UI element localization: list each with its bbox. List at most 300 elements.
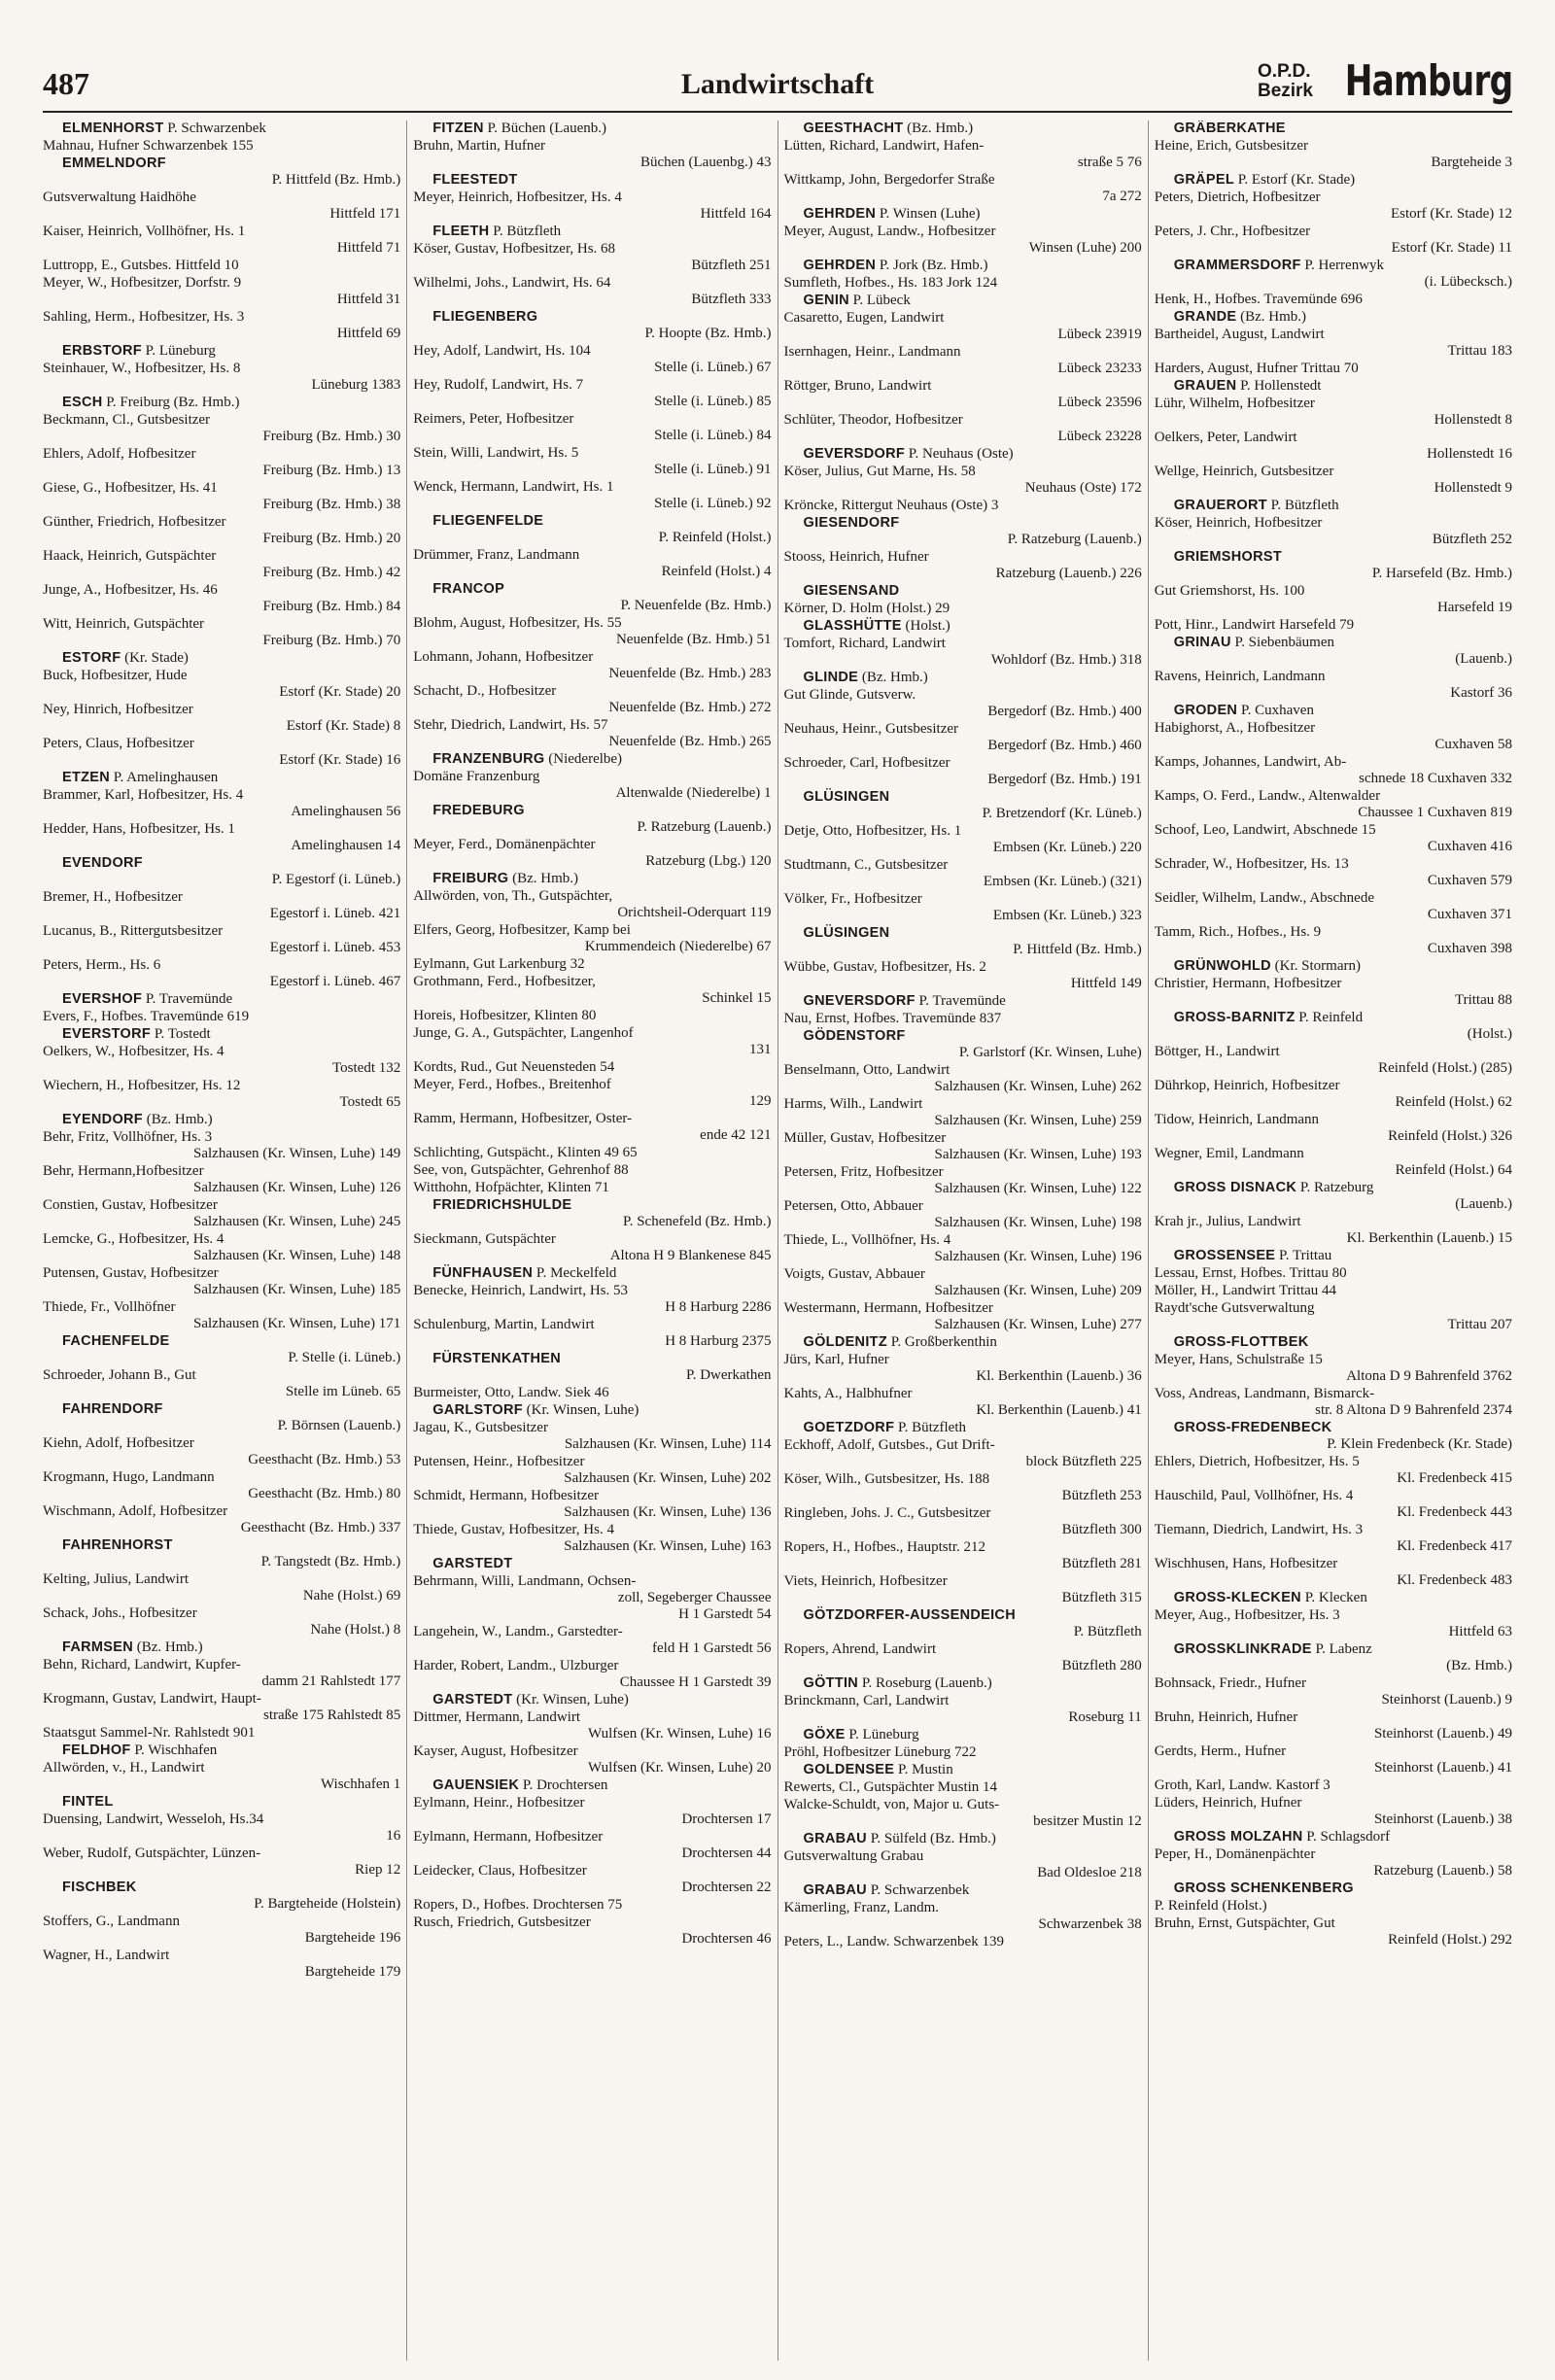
post-office: P. Großberkenthin: [886, 1334, 997, 1350]
entry-detail: P. Bretzendorf (Kr. Lüneb.): [982, 806, 1142, 821]
directory-entry: [43, 190, 400, 223]
directory-entry: [43, 957, 400, 990]
locality-heading: [413, 309, 771, 342]
entry-name: Bremer, H., Hofbesitzer: [43, 889, 183, 905]
entry-name: Duensing, Landwirt, Wesseloh, Hs.34: [43, 1811, 264, 1827]
entry-name: Hey, Rudolf, Landwirt, Hs. 7: [413, 377, 584, 393]
entry-name: Schulenburg, Martin, Landwirt: [413, 1317, 595, 1332]
entry-detail: P. Reinfeld (Holst.): [658, 530, 772, 545]
entry-name: Köser, Julius, Gut Marne, Hs. 58: [783, 464, 976, 479]
entry-name: Harms, Wilh., Landwirt: [783, 1096, 923, 1112]
directory-entry: [413, 1522, 771, 1555]
directory-entry: [43, 258, 400, 274]
entry-detail: Wulfsen (Kr. Winsen, Luhe) 20: [588, 1760, 772, 1776]
entry-detail: Neuenfelde (Bz. Hmb.) 51: [615, 632, 772, 647]
entry-name: Eylmann, Gut Larkenburg 32: [413, 956, 585, 972]
locality-heading: [1155, 549, 1512, 582]
post-office: P. Estorf (Kr. Stade): [1233, 172, 1356, 188]
entry-name: Steinhauer, W., Hofbesitzer, Hs. 8: [43, 361, 241, 376]
entry-detail: Kl. Fredenbeck 415: [1397, 1470, 1512, 1486]
locality-heading: [784, 993, 1142, 1010]
locality-title: GRÜNWOHLD: [1173, 958, 1271, 974]
entry-detail: block Bützfleth 225: [1025, 1454, 1142, 1469]
locality-name: [1155, 958, 1512, 975]
entry-name: Ropers, H., Hofbes., Hauptstr. 212: [783, 1539, 985, 1555]
post-office: P. Neuhaus (Oste): [905, 446, 1014, 462]
locality-title: EVERSHOF: [62, 991, 143, 1007]
directory-entry: [413, 1077, 771, 1110]
directory-entry: [1155, 1777, 1512, 1794]
directory-entry: [1155, 1488, 1512, 1521]
entry-name: Burmeister, Otto, Landw. Siek 46: [413, 1385, 609, 1400]
entry-detail: Estorf (Kr. Stade) 20: [279, 684, 401, 700]
entry-detail: Salzhausen (Kr. Winsen, Luhe) 196: [934, 1249, 1142, 1264]
locality-name: [43, 650, 400, 667]
directory-entry: [413, 1145, 771, 1161]
locality-name: [43, 155, 400, 172]
locality-title: ESCH: [62, 395, 103, 410]
locality-name: [1155, 703, 1512, 719]
locality-name: [784, 1727, 1142, 1743]
entry-detail: Amelinghausen 14: [291, 838, 401, 853]
locality-heading: [43, 1742, 400, 1759]
entry-detail: Stelle (i. Lüneb.) 92: [654, 496, 772, 511]
directory-entry: [784, 549, 1142, 582]
directory-entry: [1155, 1743, 1512, 1776]
post-office: P. Lübeck: [848, 293, 911, 308]
entry-detail: Estorf (Kr. Stade) 11: [1391, 240, 1512, 256]
locality-heading: [413, 1265, 771, 1282]
locality-name: [784, 258, 1142, 274]
locality-heading: [1155, 1829, 1512, 1845]
entry-detail: Geesthacht (Bz. Hmb.) 53: [248, 1452, 401, 1467]
locality-name: [413, 224, 771, 240]
locality-heading: [784, 789, 1142, 822]
directory-entry: [1155, 361, 1512, 377]
entry-detail: 131: [749, 1042, 772, 1057]
locality-heading: [43, 343, 400, 360]
locality-name: [413, 172, 771, 189]
entry-name: Kahts, A., Halbhufner: [783, 1386, 913, 1401]
directory-entry: [784, 138, 1142, 171]
bezirk-label: Bezirk: [1257, 81, 1313, 101]
post-office: (Niederelbe): [544, 751, 623, 767]
entry-name: Wegner, Emil, Landmann: [1154, 1146, 1304, 1161]
entry-detail: Amelinghausen 56: [291, 804, 401, 819]
entry-name: Kordts, Rud., Gut Neuensteden 54: [413, 1059, 615, 1075]
directory-entry: [784, 224, 1142, 257]
directory-entry: [413, 1025, 771, 1058]
entry-detail: Lübeck 23228: [1057, 429, 1142, 444]
directory-entry: [784, 1744, 1142, 1761]
entry-name: Hauschild, Paul, Vollhöfner, Hs. 4: [1154, 1488, 1354, 1503]
entry-detail: Reinfeld (Holst.) 326: [1388, 1128, 1512, 1144]
directory-entry: [413, 769, 771, 802]
entry-name: Lohmann, Johann, Hofbesitzer: [413, 649, 594, 665]
directory-entry: [43, 821, 400, 854]
locality-heading: [784, 1607, 1142, 1640]
locality-name: [413, 309, 771, 326]
locality-name: [784, 1675, 1142, 1692]
locality-heading: [43, 855, 400, 888]
directory-entry: [1155, 1078, 1512, 1111]
entry-name: Kelting, Julius, Landwirt: [43, 1571, 189, 1587]
locality-title: GÖLDENITZ: [803, 1334, 887, 1350]
entry-detail: P. Neuenfelde (Bz. Hmb.): [620, 598, 772, 613]
entry-detail: Geesthacht (Bz. Hmb.) 337: [240, 1520, 401, 1535]
locality-heading: [784, 446, 1142, 463]
directory-entry: [1155, 1265, 1512, 1282]
entry-detail: Salzhausen (Kr. Winsen, Luhe) 122: [934, 1181, 1142, 1196]
locality-title: ELMENHORST: [62, 121, 164, 136]
directory-entry: [43, 138, 400, 155]
locality-name: [1155, 1829, 1512, 1845]
locality-title: FRANZENBURG: [432, 751, 545, 767]
directory-entry: [1155, 515, 1512, 548]
locality-name: [1155, 1641, 1512, 1658]
entry-detail: Salzhausen (Kr. Winsen, Luhe) 198: [934, 1215, 1142, 1230]
locality-heading: [784, 670, 1142, 686]
directory-entry: [413, 974, 771, 1007]
entry-name: Schrader, W., Hofbesitzer, Hs. 13: [1154, 856, 1349, 872]
entry-detail: Wischhafen 1: [320, 1776, 401, 1792]
entry-detail: Egestorf i. Lüneb. 421: [269, 906, 401, 921]
entry-detail: Neuenfelde (Bz. Hmb.) 265: [608, 734, 772, 749]
entry-detail: Wohldorf (Bz. Hmb.) 318: [990, 652, 1142, 668]
directory-entry: [413, 1162, 771, 1179]
directory-entry: [43, 1078, 400, 1111]
locality-heading: [413, 751, 771, 768]
locality-title: ERBSTORF: [62, 343, 142, 359]
directory-entry: [784, 1300, 1142, 1333]
locality-heading: [413, 1197, 771, 1230]
directory-entry: [43, 514, 400, 547]
locality-name: [1155, 378, 1512, 395]
locality-heading: [413, 803, 771, 836]
entry-detail: Egestorf i. Lüneb. 453: [269, 940, 401, 955]
locality-name: [43, 855, 400, 872]
entry-detail: Hittfeld 171: [329, 206, 401, 222]
entry-detail: Tostedt 132: [332, 1060, 401, 1076]
entry-detail: H 8 Harburg 2286: [665, 1299, 772, 1315]
locality-name: [1155, 1180, 1512, 1196]
column-2: [407, 121, 778, 2361]
entry-detail: P. Bargteheide (Holstein): [254, 1896, 401, 1912]
locality-title: FLEESTEDT: [432, 172, 518, 188]
entry-name: Buck, Hofbesitzer, Hude: [43, 668, 188, 683]
locality-title: GÖTTIN: [803, 1675, 859, 1691]
directory-entry: [1155, 1044, 1512, 1077]
entry-detail: Hollenstedt 9: [1434, 480, 1512, 496]
entry-detail: Kastorf 36: [1450, 685, 1512, 701]
locality-heading: [43, 1639, 400, 1656]
entry-name: Schmidt, Hermann, Hofbesitzer: [413, 1488, 600, 1503]
directory-entry: [784, 755, 1142, 788]
post-office: P. Jork (Bz. Hmb.): [876, 258, 988, 273]
entry-name: Domäne Franzenburg: [413, 769, 540, 784]
post-office: (Bz. Hmb.): [858, 670, 928, 685]
locality-heading: [1155, 1180, 1512, 1213]
entry-detail: Freiburg (Bz. Hmb.) 13: [262, 463, 401, 478]
entry-name: Kamps, Johannes, Landwirt, Ab-: [1154, 754, 1347, 770]
directory-entry: [1155, 822, 1512, 855]
entry-detail: Trittau 183: [1447, 343, 1512, 359]
locality-heading: [43, 770, 400, 786]
locality-title: GNEVERSDORF: [803, 993, 916, 1009]
entry-name: Krogmann, Hugo, Landmann: [43, 1469, 215, 1485]
locality-name: [1155, 635, 1512, 651]
directory-entry: [1155, 1915, 1512, 1949]
directory-entry: [784, 1062, 1142, 1095]
entry-detail: Steinhorst (Lauenb.) 49: [1373, 1726, 1512, 1742]
locality-title: ETZEN: [62, 770, 111, 785]
locality-name: [1155, 1590, 1512, 1606]
directory-entry: [784, 891, 1142, 924]
directory-entry: [43, 1231, 400, 1264]
locality-name: [784, 1028, 1142, 1045]
entry-name: Gerdts, Herm., Hufner: [1154, 1743, 1287, 1759]
directory-entry: [1155, 396, 1512, 429]
entry-detail: Drochtersen 17: [681, 1811, 772, 1827]
entry-detail: Bargteheide 179: [304, 1964, 401, 1980]
locality-name: [413, 513, 771, 530]
directory-entry: [413, 377, 771, 410]
entry-detail: Bergedorf (Bz. Hmb.) 460: [987, 738, 1142, 753]
directory-entry: [413, 837, 771, 870]
locality-title: ESTORF: [62, 650, 121, 666]
entry-detail: Estorf (Kr. Stade) 12: [1391, 206, 1512, 222]
directory-entry: [1155, 1522, 1512, 1555]
entry-name: Wübbe, Gustav, Hofbesitzer, Hs. 2: [783, 959, 986, 975]
locality-name: [43, 991, 400, 1008]
entry-name: Casaretto, Eugen, Landwirt: [783, 310, 945, 326]
entry-detail: P. Tangstedt (Bz. Hmb.): [260, 1554, 401, 1569]
entry-detail: straße 175 Rahlstedt 85: [263, 1707, 401, 1723]
directory-entry: [1155, 583, 1512, 616]
locality-name: [43, 1537, 400, 1554]
entry-name: Hedder, Hans, Hofbesitzer, Hs. 1: [43, 821, 235, 837]
locality-heading: [43, 1026, 400, 1043]
locality-title: EYENDORF: [62, 1112, 143, 1127]
locality-name: [43, 1026, 400, 1043]
locality-heading: [784, 1727, 1142, 1743]
directory-entry: [413, 1743, 771, 1776]
entry-detail: Reinfeld (Holst.) 292: [1388, 1932, 1512, 1948]
directory-entry: [784, 1471, 1142, 1504]
locality-name: [43, 1333, 400, 1350]
entry-detail: Cuxhaven 371: [1427, 907, 1512, 922]
entry-name: Oelkers, W., Hofbesitzer, Hs. 4: [43, 1044, 225, 1059]
post-office: P. Travemünde: [142, 991, 233, 1007]
locality-heading: [43, 155, 400, 189]
entry-name: Köser, Heinrich, Hofbesitzer: [1154, 515, 1323, 531]
entry-name: Völker, Fr., Hofbesitzer: [783, 891, 922, 907]
entry-detail: straße 5 76: [1077, 155, 1142, 170]
entry-name: Wischhusen, Hans, Hofbesitzer: [1154, 1556, 1338, 1571]
directory-entry: [784, 1641, 1142, 1674]
entry-detail: Lüneburg 1383: [311, 377, 401, 393]
directory-entry: [43, 1163, 400, 1196]
locality-title: GARSTEDT: [432, 1556, 513, 1571]
entry-name: Meyer, Heinrich, Hofbesitzer, Hs. 4: [413, 190, 622, 205]
entry-detail: Chaussee H 1 Garstedt 39: [619, 1674, 772, 1690]
entry-name: Langehein, W., Landm., Garstedter-: [413, 1624, 623, 1639]
directory-entry: [43, 1435, 400, 1468]
directory-entry: [43, 702, 400, 735]
directory-entry: [43, 1948, 400, 1981]
entry-detail: Salzhausen (Kr. Winsen, Luhe) 277: [934, 1317, 1142, 1332]
entry-detail: Harsefeld 19: [1436, 600, 1512, 615]
locality-heading: [43, 650, 400, 667]
entry-name: Weber, Rudolf, Gutspächter, Lünzen-: [43, 1845, 261, 1861]
locality-heading: [784, 1334, 1142, 1351]
locality-heading: [784, 121, 1142, 137]
entry-name: Meyer, W., Hofbesitzer, Dorfstr. 9: [43, 275, 242, 291]
locality-heading: [784, 1882, 1142, 1899]
locality-heading: [784, 925, 1142, 958]
entry-detail: P. Klein Fredenbeck (Kr. Stade): [1327, 1436, 1512, 1452]
entry-detail: (Lauenb.): [1455, 1196, 1512, 1212]
post-office: P. Winsen (Luhe): [876, 206, 981, 222]
post-office: P. Freiburg (Bz. Hmb.): [102, 395, 240, 410]
directory-entry: [413, 1317, 771, 1350]
entry-name: Westermann, Hermann, Hofbesitzer: [783, 1300, 993, 1316]
directory-entry: [43, 1845, 400, 1879]
entry-detail: Estorf (Kr. Stade) 8: [286, 718, 401, 734]
directory-entry: [43, 548, 400, 581]
entry-detail: Bützfleth 252: [1432, 532, 1512, 547]
locality-heading: [43, 1794, 400, 1811]
page-title: Landwirtschaft: [680, 68, 875, 100]
locality-title: GRABAU: [803, 1831, 867, 1846]
entry-name: Dührkop, Heinrich, Hofbesitzer: [1154, 1078, 1340, 1093]
district-label: [1258, 62, 1313, 101]
entry-detail: Salzhausen (Kr. Winsen, Luhe) 126: [193, 1180, 401, 1195]
locality-title: GRINAU: [1173, 635, 1231, 650]
entry-name: Leidecker, Claus, Hofbesitzer: [413, 1863, 587, 1879]
entry-name: Bartheidel, August, Landwirt: [1154, 327, 1325, 342]
directory-entry: [413, 1795, 771, 1828]
column-1: [37, 121, 407, 2361]
entry-detail: Bergedorf (Bz. Hmb.) 191: [987, 772, 1142, 787]
locality-heading: [1155, 1590, 1512, 1606]
entry-name: Oelkers, Peter, Landwirt: [1154, 430, 1297, 445]
entry-detail: Altenwalde (Niederelbe) 1: [615, 785, 772, 801]
entry-detail: Winsen (Luhe) 200: [1028, 240, 1142, 256]
locality-heading: [784, 258, 1142, 274]
entry-name: Behrmann, Willi, Landmann, Ochsen-: [413, 1573, 637, 1589]
locality-title: EVENDORF: [62, 855, 143, 871]
entry-detail: Kl. Fredenbeck 443: [1397, 1504, 1512, 1520]
locality-title: GLÜSINGEN: [803, 789, 890, 805]
post-office: (Kr. Stade): [121, 650, 189, 666]
directory-entry: [43, 412, 400, 445]
entry-detail: Büchen (Lauenbg.) 43: [639, 155, 772, 170]
directory-entry: [43, 224, 400, 257]
entry-detail: Salzhausen (Kr. Winsen, Luhe) 262: [934, 1079, 1142, 1094]
directory-entry: [1155, 138, 1512, 171]
post-office: (Bz. Hmb.): [508, 871, 579, 886]
entry-detail: Ratzeburg (Lbg.) 120: [645, 853, 772, 869]
locality-title: FREDEBURG: [432, 803, 525, 818]
locality-heading: [413, 581, 771, 614]
directory-entry: [43, 889, 400, 922]
entry-detail: besitzer Mustin 12: [1033, 1813, 1142, 1829]
entry-detail: Drochtersen 22: [681, 1880, 772, 1895]
directory-entry: [784, 721, 1142, 754]
entry-name: Seidler, Wilhelm, Landw., Abschnede: [1154, 890, 1374, 906]
locality-heading: [1155, 958, 1512, 975]
directory-columns: [37, 121, 1518, 2361]
entry-name: Ehlers, Dietrich, Hofbesitzer, Hs. 5: [1154, 1454, 1360, 1469]
directory-entry: [1155, 1386, 1512, 1419]
directory-entry: [43, 309, 400, 342]
locality-title: FREIBURG: [432, 871, 509, 886]
entry-detail: Reinfeld (Holst.) 4: [661, 564, 772, 579]
entry-name: Meyer, August, Landw., Hofbesitzer: [783, 224, 996, 239]
directory-entry: [1155, 464, 1512, 497]
locality-heading: [1155, 309, 1512, 326]
entry-detail: Krummendeich (Niederelbe) 67: [584, 939, 772, 954]
directory-entry: [413, 1454, 771, 1487]
entry-detail: (Lauenb.): [1455, 651, 1512, 667]
locality-title: FITZEN: [432, 121, 484, 136]
entry-name: Petersen, Otto, Abbauer: [783, 1198, 923, 1214]
entry-name: Krah jr., Julius, Landwirt: [1154, 1214, 1301, 1229]
locality-title: GAUENSIEK: [432, 1777, 520, 1793]
locality-title: GRAUERORT: [1173, 498, 1267, 513]
directory-entry: [413, 275, 771, 308]
directory-entry: [1155, 224, 1512, 257]
locality-title: GOLDENSEE: [803, 1762, 895, 1777]
directory-entry: [413, 1897, 771, 1914]
entry-name: Köser, Wilh., Gutsbesitzer, Hs. 188: [783, 1471, 990, 1487]
directory-entry: [413, 1111, 771, 1144]
entry-detail: Freiburg (Bz. Hmb.) 42: [262, 565, 401, 580]
directory-entry: [1155, 1454, 1512, 1487]
directory-entry: [413, 138, 771, 171]
directory-entry: [1155, 1146, 1512, 1179]
entry-name: Bruhn, Martin, Hufner: [413, 138, 546, 154]
entry-name: Voss, Andreas, Landmann, Bismarck-: [1154, 1386, 1375, 1401]
locality-heading: [784, 1028, 1142, 1061]
locality-title: GLASSHÜTTE: [803, 618, 902, 634]
directory-entry: [413, 1008, 771, 1024]
locality-title: GRÄPEL: [1173, 172, 1234, 188]
entry-name: Meyer, Aug., Hofbesitzer, Hs. 3: [1154, 1607, 1340, 1623]
directory-entry: [784, 344, 1142, 377]
entry-name: Petersen, Fritz, Hofbesitzer: [783, 1164, 944, 1180]
entry-name: Tiemann, Diedrich, Landwirt, Hs. 3: [1154, 1522, 1364, 1537]
locality-name: [413, 1197, 771, 1214]
directory-entry: [43, 923, 400, 956]
directory-entry: [784, 310, 1142, 343]
entry-name: Sumfleth, Hofbes., Hs. 183 Jork 124: [783, 275, 998, 291]
entry-name: Möller, H., Landwirt Trittau 44: [1154, 1283, 1337, 1298]
directory-entry: [413, 1059, 771, 1076]
entry-name: Kaiser, Heinrich, Vollhöfner, Hs. 1: [43, 224, 246, 239]
entry-detail: P. Bützfleth: [1073, 1624, 1142, 1639]
entry-detail: Salzhausen (Kr. Winsen, Luhe) 209: [934, 1283, 1142, 1298]
entry-detail: Steinhorst (Lauenb.) 41: [1373, 1760, 1512, 1776]
directory-entry: [1155, 1352, 1512, 1385]
directory-entry: [1155, 1709, 1512, 1742]
directory-entry: [413, 1709, 771, 1742]
directory-entry: [784, 857, 1142, 890]
directory-entry: [43, 736, 400, 769]
directory-entry: [1155, 292, 1512, 308]
entry-detail: Estorf (Kr. Stade) 16: [279, 752, 401, 768]
